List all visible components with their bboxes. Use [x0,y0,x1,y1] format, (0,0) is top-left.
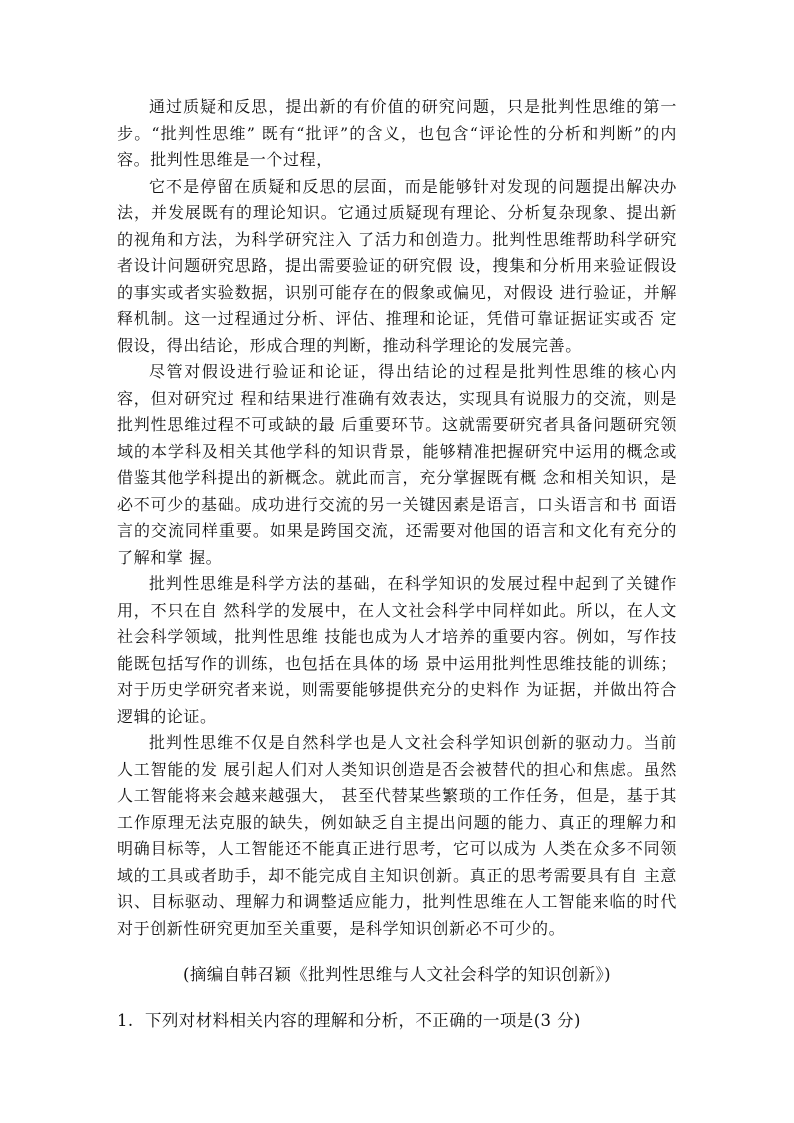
paragraph-2: 它不是停留在质疑和反思的层面，而是能够针对发现的问题提出解决办法，并发展既有的理论知识。它通过质疑现有理论、分析复杂现象、提出新的视角和方法，为科学研究注入 了活力和创造力。批判性思维帮助科学研究者设计问题研究思路，提出需要验证的研究假 设，搜集和分析用来验证假设的事实或者实验数据，识别可能存在的假象或偏见，对假设 进行验证，并解释机制。这一过程通过分析、评估、推理和论证，凭借可靠证据证实或否 定假设，得出结论，形成合理的判断，推动科学理论的发展完善。 [117,176,677,355]
paragraph-1: 通过质疑和反思，提出新的有价值的研究问题，只是批判性思维的第一步。“批判性思维” 既有“批评”的含义，也包含“评论性的分析和判断”的内容。批判性思维是一个过程， [117,97,677,169]
source-citation: (摘编自韩召颖《批判性思维与人文社会科学的知识创新》) [183,965,611,984]
paragraph-4: 批判性思维是科学方法的基础，在科学知识的发展过程中起到了关键作用，不只在自 然科学的发展中，在人文社会科学中同样如此。所以，在人文社会科学领域，批判性思维 技能也成为人才培养的重要内容。例如，写作技能既包括写作的训练，也包括在具体的场 景中运用批判性思维技能的训练；对于历史学研究者来说，则需要能够提供充分的史料作 为证据，并做出符合逻辑的论证。 [117,574,677,726]
question-number: 1. [117,1011,134,1030]
question-text: 下列对材料相关内容的理解和分析，不正确的一项是(3 分) [145,1011,581,1030]
document-page [117,94,677,1034]
paragraph-5: 批判性思维不仅是自然科学也是人文社会科学知识创新的驱动力。当前人工智能的发 展引起人们对人类知识创造是否会被替代的担心和焦虑。虽然人工智能将来会越来越强大， 甚至代替某些繁琐的工作任务，但是，基于其工作原理无法克服的缺失，例如缺乏自主提出问题的能力、真正的理解力和明确目标等，人工智能还不能真正进行思考，它可以成为 人类在众多不同领域的工具或者助手，却不能完成自主知识创新。真正的思考需要具有自 主意识、目标驱动、理解力和调整适应能力，批判性思维在人工智能来临的时代对于创新性研究更加至关重要，是科学知识创新必不可少的。 [117,733,677,938]
question-1 [117,1008,677,1034]
paragraph-3: 尽管对假设进行验证和论证，得出结论的过程是批判性思维的核心内容，但对研究过 程和结果进行准确有效表达，实现具有说服力的交流，则是批判性思维过程不可或缺的最 后重要环节。这就需要研究者具备问题研究领域的本学科及相关其他学科的知识背景，能够精准把握研究中运用的概念或借鉴其他学科提出的新概念。就此而言，充分掌握既有概 念和相关知识，是必不可少的基础。成功进行交流的另一关键因素是语言，口头语言和书 面语言的交流同样重要。如果是跨国交流，还需要对他国的语言和文化有充分的了解和掌 握。 [117,362,677,567]
